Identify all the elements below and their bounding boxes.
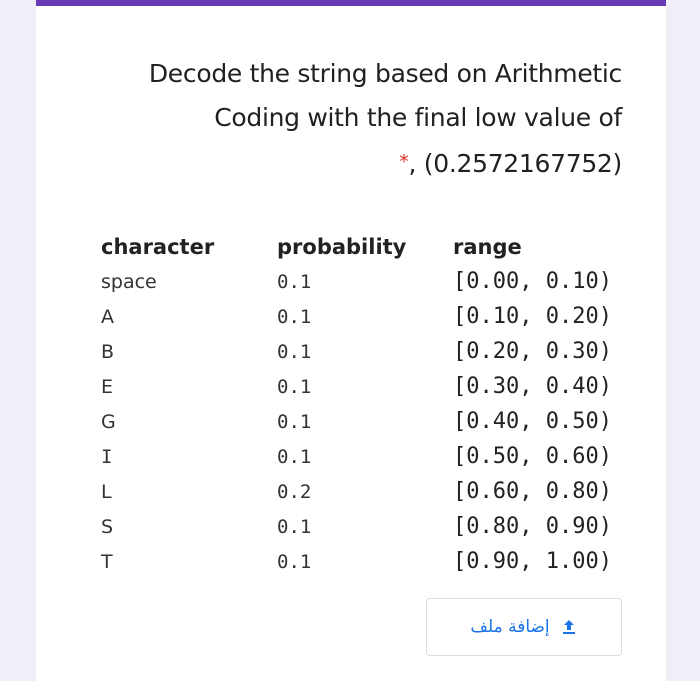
add-file-button[interactable] [426,598,622,656]
row-range: [0.80, 0.90) [453,514,612,539]
question-line-3 [149,140,622,186]
row-character: B [101,341,115,363]
row-probability: 0.1 [277,446,312,468]
row-probability: 0.1 [277,341,312,363]
row-character: L [101,481,112,503]
table-row [36,440,666,475]
header-range: range [453,235,522,259]
row-probability: 0.1 [277,271,312,293]
row-character: I [101,446,113,468]
table-row [36,265,666,300]
row-character: G [101,411,116,433]
row-range: [0.20, 0.30) [453,339,612,364]
row-probability: 0.1 [277,516,312,538]
table-row [36,370,666,405]
question-text [149,52,622,186]
table-row [36,545,666,580]
row-probability: 0.1 [277,376,312,398]
add-file-label: إضافة ملف [470,617,550,637]
row-character: E [101,376,114,398]
table-header-row [36,230,666,265]
upload-icon [560,618,578,636]
header-character: character [101,235,215,259]
row-character: T [101,551,113,573]
row-probability: 0.1 [277,306,312,328]
row-range: [0.60, 0.80) [453,479,612,504]
row-character: S [101,516,114,538]
row-range: [0.40, 0.50) [453,409,612,434]
table-row [36,475,666,510]
table-row [36,300,666,335]
header-probability: probability [277,235,407,259]
row-range: [0.50, 0.60) [453,444,612,469]
row-character: space [101,271,157,293]
row-range: [0.00, 0.10) [453,269,612,294]
question-card [36,0,666,681]
question-line-1: Decode the string based on Arithmetic [148,59,622,88]
table-row [36,335,666,370]
row-range: [0.10, 0.20) [453,304,612,329]
row-probability: 0.1 [277,411,312,433]
row-probability: 0.1 [277,551,312,573]
row-range: [0.30, 0.40) [453,374,612,399]
table-row [36,510,666,545]
row-probability: 0.2 [277,481,312,503]
required-marker: * [399,151,409,173]
card-accent-bar [36,0,666,6]
row-character: A [101,306,114,328]
row-range: [0.90, 1.00) [453,549,612,574]
question-line-2: Coding with the final low value of [214,103,622,132]
table-row [36,405,666,440]
question-low-value: , (0.2572167752) [408,149,622,178]
probability-table [36,230,666,580]
table-body [36,265,666,580]
